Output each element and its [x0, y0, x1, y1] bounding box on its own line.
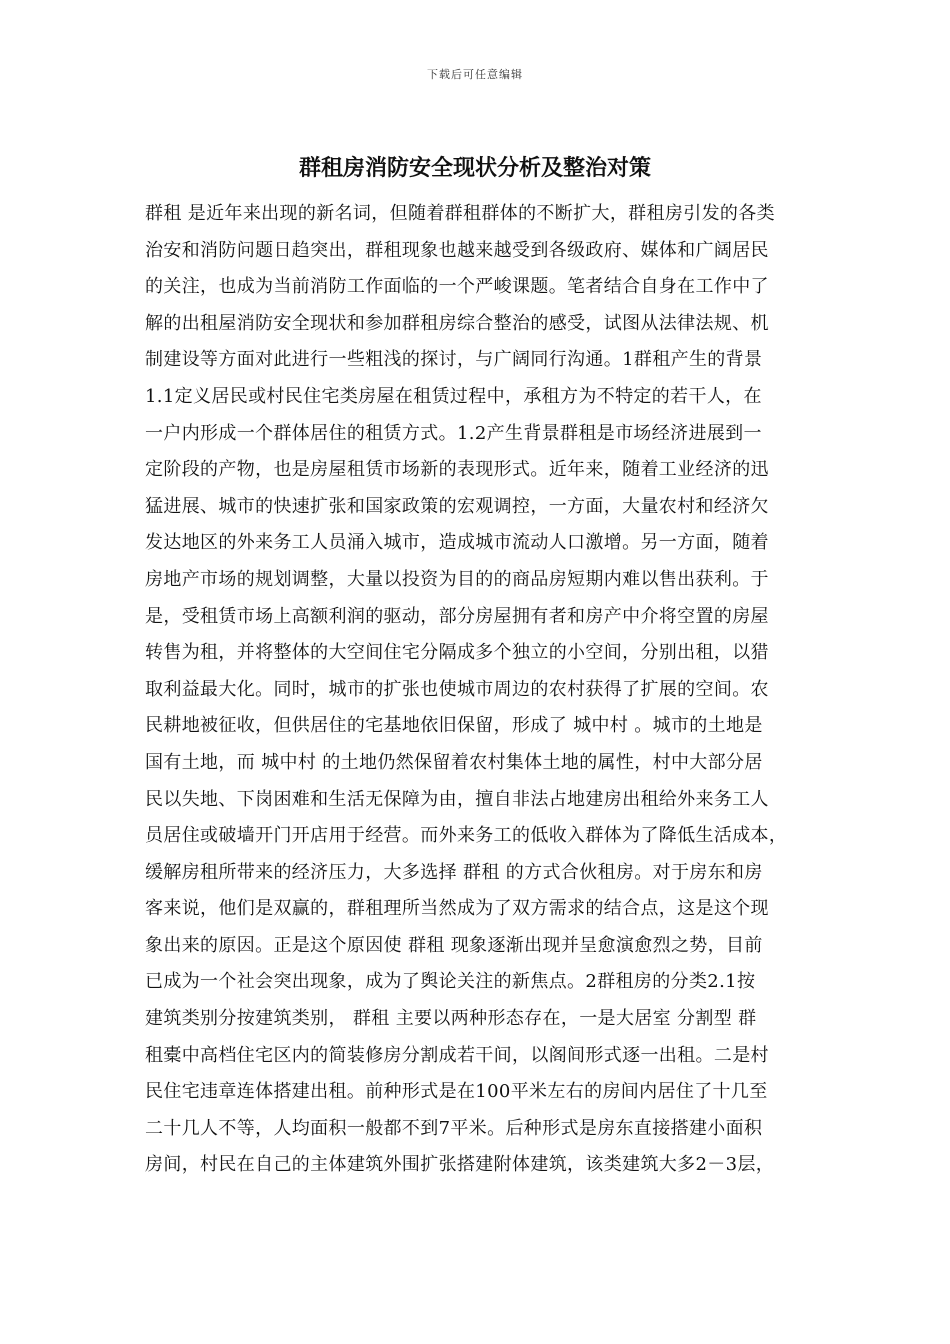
text-line: 缓解房租所带来的经济压力，大多选择 群租 的方式合伙租房。对于房东和房: [145, 861, 763, 883]
body-text: [145, 196, 825, 1184]
text-line: 群租 是近年来出现的新名词，但随着群租群体的不断扩大，群租房引发的各类: [145, 203, 775, 224]
document-title: 群租房消防安全现状分析及整治对策: [298, 155, 651, 181]
text-line: 的关注，也成为当前消防工作面临的一个严峻课题。笔者结合自身在工作中了: [145, 276, 769, 298]
text-line: 1.1定义居民或村民住宅类房屋在租赁过程中，承租方为不特定的若干人，在: [145, 385, 762, 407]
text-line: 民以失地、下岗困难和生活无保障为由，擅自非法占地建房出租给外来务工人: [145, 788, 769, 810]
text-line: 建筑类别分按建筑类别， 群租 主要以两种形态存在，一是大居室 分割型 群: [145, 1008, 757, 1030]
text-line: 民耕地被征收，但供居住的宅基地依旧保留，形成了 城中村 。城市的土地是: [145, 715, 763, 737]
text-line: 定阶段的产物，也是房屋租赁市场新的表现形式。近年来，随着工业经济的迅: [145, 459, 769, 481]
text-line: 一户内形成一个群体居住的租赁方式。1.2产生背景群租是市场经济进展到一: [145, 422, 762, 444]
text-line: 房地产市场的规划调整，大量以投资为目的的商品房短期内难以售出获利。于: [145, 568, 769, 590]
text-line: 猛进展、城市的快速扩张和国家政策的宏观调控，一方面，大量农村和经济欠: [145, 495, 769, 517]
text-line: 取利益最大化。同时，城市的扩张也使城市周边的农村获得了扩展的空间。农: [145, 678, 769, 700]
text-line: 是，受租赁市场上高额利润的驱动，部分房屋拥有者和房产中介将空置的房屋: [145, 605, 769, 627]
text-line: 房间，村民在自己的主体建筑外围扩张搭建附体建筑，该类建筑大多2－3层，: [145, 1154, 775, 1176]
text-line: 解的出租屋消防安全现状和参加群租房综合整治的感受，试图从法律法规、机: [145, 312, 769, 334]
text-line: 二十几人不等，人均面积一般都不到7平米。后种形式是房东直接搭建小面积: [145, 1117, 763, 1139]
text-line: 制建设等方面对此进行一些粗浅的探讨，与广阔同行沟通。1群租产生的背景: [145, 349, 763, 371]
text-line: 员居住或破墙开门开店用于经营。而外来务工的低收入群体为了降低生活成本，: [145, 825, 788, 847]
text-line: 发达地区的外来务工人员涌入城市，造成城市流动人口激增。另一方面，随着: [145, 532, 769, 554]
text-line: 客来说，他们是双赢的，群租理所当然成为了双方需求的结合点，这是这个现: [145, 898, 769, 920]
text-line: 租橐中高档住宅区内的简装修房分割成若干间，以阁间形式逐一出租。二是村: [145, 1044, 769, 1066]
text-line: 已成为一个社会突出现象，成为了舆论关注的新焦点。2群租房的分类2.1按: [145, 971, 756, 993]
header-note: 下载后可任意编辑: [427, 68, 523, 81]
text-line: 治安和消防问题日趋突出，群租现象也越来越受到各级政府、媒体和广阔居民: [145, 239, 769, 261]
text-line: 国有土地，而 城中村 的土地仍然保留着农村集体土地的属性，村中大部分居: [145, 751, 763, 773]
text-line: 转售为租，并将整体的大空间住宅分隔成多个独立的小空间，分别出租，以猎: [145, 642, 769, 664]
text-line: 民住宅违章连体搭建出租。前种形式是在100平米左右的房间内居住了十几至: [145, 1081, 768, 1103]
text-line: 象出来的原因。正是这个原因使 群租 现象逐渐出现并呈愈演愈烈之势，目前: [145, 934, 763, 956]
